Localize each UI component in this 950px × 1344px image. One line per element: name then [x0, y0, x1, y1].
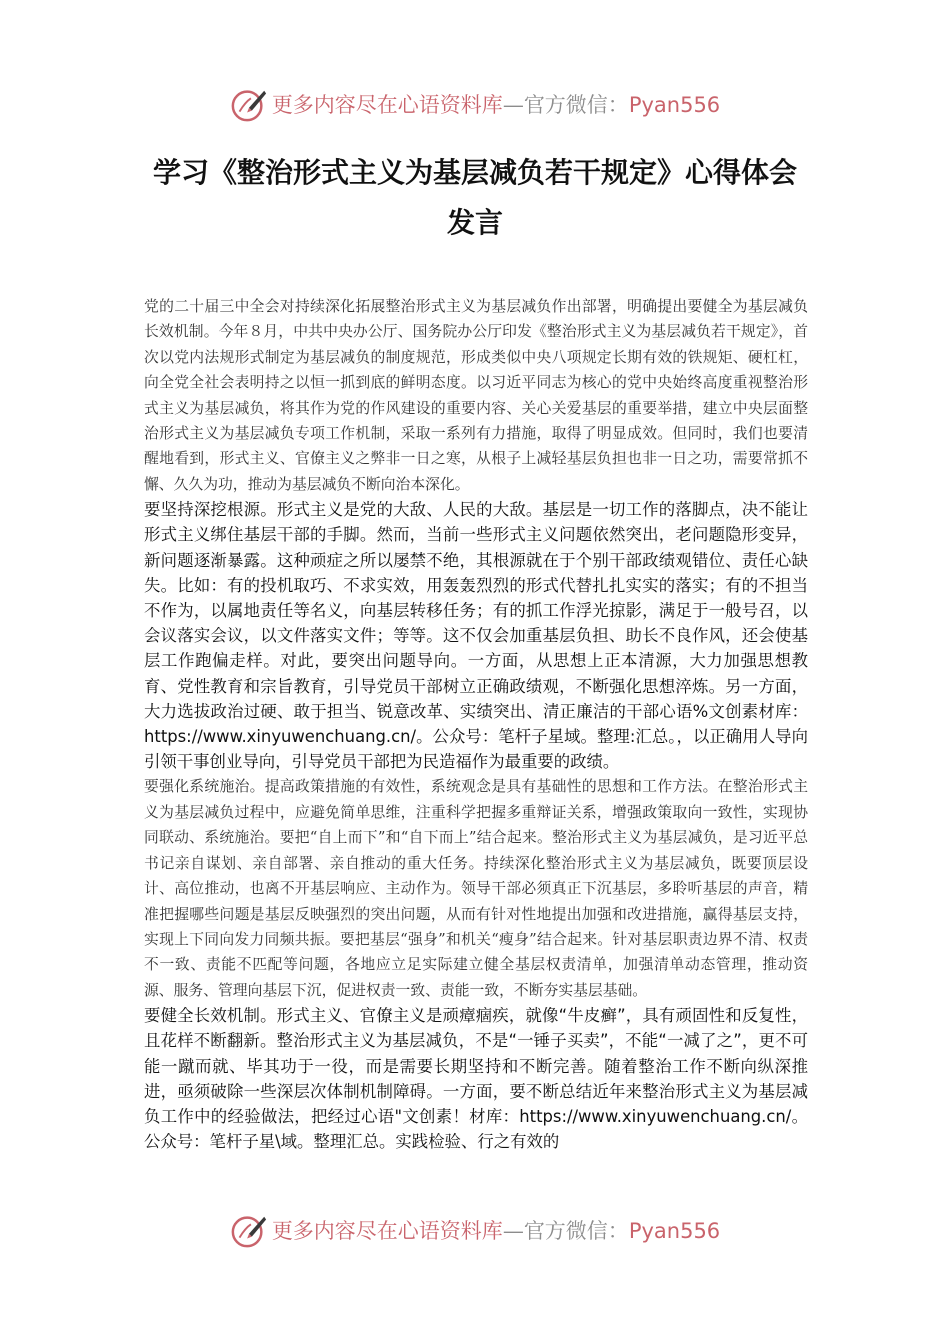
- footer-banner: [0, 1208, 950, 1252]
- banner-main-text: 更多内容尽在心语资料库: [271, 1219, 503, 1243]
- pen-logo-icon: [230, 85, 268, 123]
- document-body: [144, 294, 808, 1154]
- banner-wechat-id: Pyan556: [628, 1219, 721, 1243]
- paragraph-intro: 党的二十届三中全会对持续深化拓展整治形式主义为基层减负作出部署，明确提出要健全为基层减负长效机制。今年８月，中共中央办公厅、国务院办公厅印发《整治形式主义为基层减负若干规定》，首次以党内法规形式制定为基层减负的制度规范，形成类似中央八项规定长期有效的铁规矩、硬杠杠，向全党全社会表明持之以恒一抓到底的鲜明态度。以习近平同志为核心的党中央始终高度重视整治形式主义为基层减负，将其作为党的作风建设的重要内容、关心关爱基层的重要举措，建立中央层面整治形式主义为基层减负专项工作机制，采取一系列有力措施，取得了明显成效。但同时，我们也要清醒地看到，形式主义、官僚主义之弊非一日之寒，从根子上减轻基层负担也非一日之功，需要常抓不懈、久久为功，推动为基层减负不断向治本深化。: [144, 298, 808, 493]
- paragraph-root-causes: 要坚持深挖根源。形式主义是党的大敌、人民的大敌。基层是一切工作的落脚点，决不能让形式主义绑住基层干部的手脚。然而，当前一些形式主义问题依然突出，老问题隐形变异，新问题逐渐暴露。这种顽症之所以屡禁不绝，其根源就在于个别干部政绩观错位、责任心缺失。比如：有的投机取巧、不求实效，用轰轰烈烈的形式代替扎扎实实的落实；有的不担当不作为，以属地责任等名义，向基层转移任务；有的抓工作浮光掠影，满足于一般号召，以会议落实会议，以文件落实文件；等等。这不仅会加重基层负担、助长不良作风，还会使基层工作跑偏走样。对此，要突出问题导向。一方面，从思想上正本清源，大力加强思想教育、党性教育和宗旨教育，引导党员干部树立正确政绩观，不断强化思想淬炼。另一方面，大力选拔政治过硬、敢于担当、锐意改革、实绩突出、清正廉洁的干部心语%文创素材库：https://www.xinyuwenchuang.cn/。公众号：笔杆子星域。整理:汇总。，以正确用人导向引领干事创业导向，引导党员干部把为民造福作为最重要的政绩。: [144, 500, 808, 772]
- banner-wechat-label: 官方微信：: [523, 1219, 629, 1243]
- paragraph-systematic-governance: 要强化系统施治。提高政策措施的有效性，系统观念是具有基础性的思想和工作方法。在整治形式主义为基层减负过程中，应避免简单思维，注重科学把握多重辩证关系，增强政策取向一致性，实现协同联动、系统施治。要把“自上而下”和“自下而上”结合起来。整治形式主义为基层减负，是习近平总书记亲自谋划、亲自部署、亲自推动的重大任务。持续深化整治形式主义为基层减负，既要顶层设计、高位推动，也离不开基层响应、主动作为。领导干部必须真正下沉基层，多聆听基层的声音，精准把握哪些问题是基层反映强烈的突出问题，从而有针对性地提出加强和改进措施，赢得基层支持，实现上下同向发力同频共振。要把基层“强身”和机关“瘦身”结合起来。针对基层职责边界不清、权责不一致、责能不匹配等问题，各地应立足实际建立健全基层权责清单，加强清单动态管理，推动资源、服务、管理向基层下沉，促进权责一致、责能一致，不断夯实基层基础。: [144, 778, 808, 999]
- banner-text: [272, 1215, 720, 1245]
- banner-dash: —: [502, 93, 524, 117]
- header-banner: [0, 82, 950, 126]
- banner-main-text: 更多内容尽在心语资料库: [271, 93, 503, 117]
- banner-wechat-id: Pyan556: [628, 93, 721, 117]
- banner-dash: —: [502, 1219, 524, 1243]
- page-title: 学习《整治形式主义为基层减负若干规定》心得体会发言: [152, 156, 797, 239]
- paragraph-long-term-mechanism: 要健全长效机制。形式主义、官僚主义是顽瘴痼疾，就像“牛皮癣”，具有顽固性和反复性，且花样不断翻新。整治形式主义为基层减负，不是“一锤子买卖”，不能“一减了之”，更不可能一蹴而就、毕其功于一役，而是需要长期坚持和不断完善。随着整治工作不断向纵深推进，亟须破除一些深层次体制机制障碍。一方面，要不断总结近年来整治形式主义为基层减负工作中的经验做法，把经过心语"文创素！材库：https://www.xinyuwenchuang.cn/。公众号：笔杆子星\域。整理汇总。实践检验、行之有效的: [144, 1006, 808, 1152]
- pen-logo-icon: [230, 1211, 268, 1249]
- banner-wechat-label: 官方微信：: [523, 93, 629, 117]
- banner-text: [272, 89, 720, 119]
